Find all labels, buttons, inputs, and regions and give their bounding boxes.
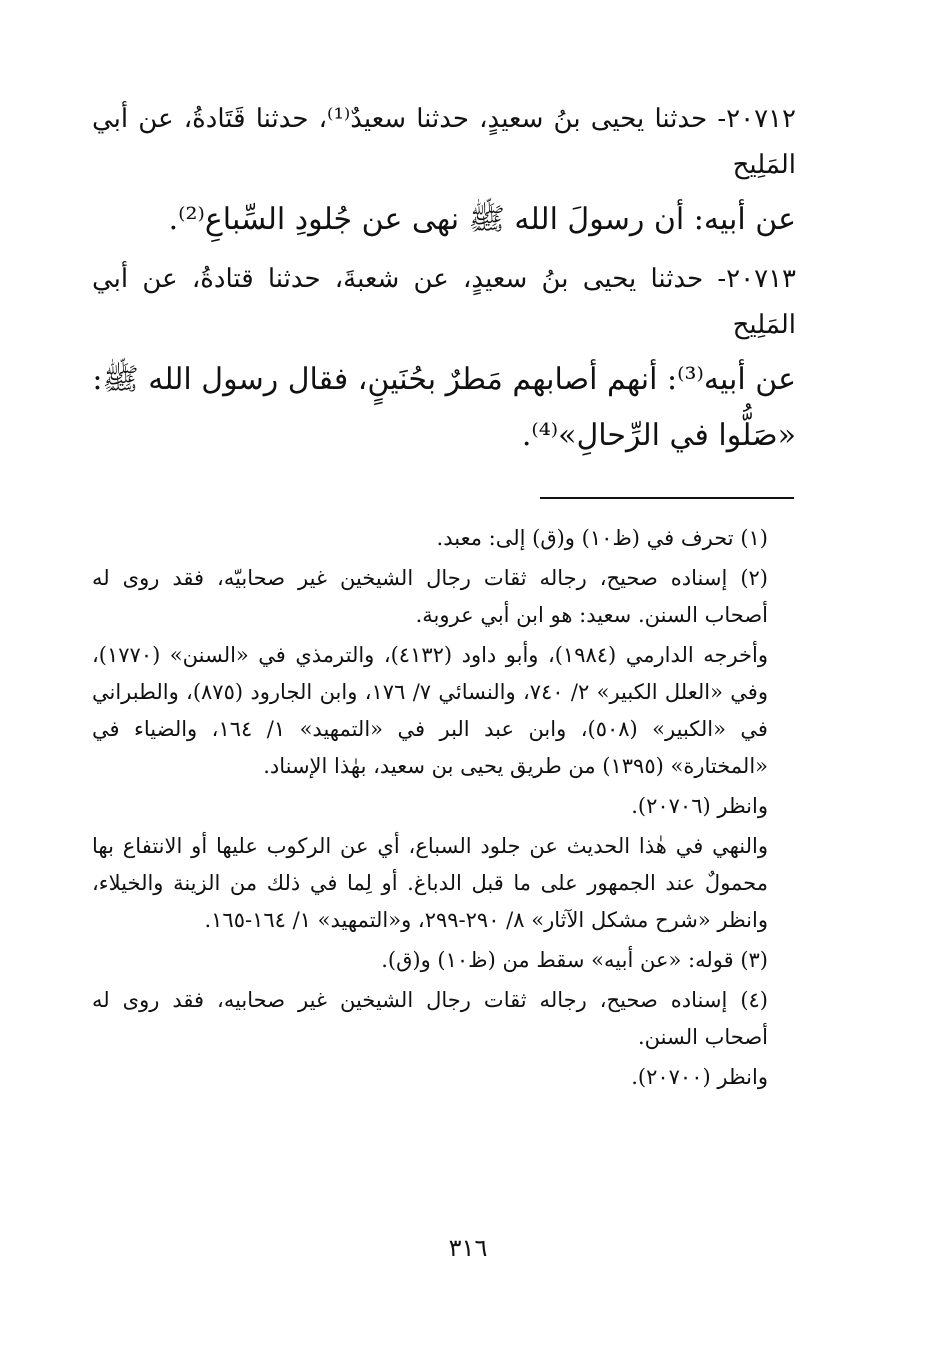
footnote-3: (٣) قوله: «عن أبيه» سقط من (ظ١٠) و(ق).: [381, 948, 768, 972]
footnote-2-see-also: وانظر (٢٠٧٠٦).: [631, 794, 768, 818]
footnotes: [92, 520, 796, 1099]
page-number: ٣١٦: [448, 1234, 488, 1262]
footnote-4: (٤) إسناده صحيح، رجاله ثقات رجال الشيخين غير صحابيه، فقد روى له أصحاب السنن.: [92, 988, 768, 1049]
footnote-2: (٢) إسناده صحيح، رجاله ثقات رجال الشيخين غير صحابيّه، فقد روى له أصحاب السنن. سعيد: هو ابن أبي عروبة.: [92, 566, 768, 627]
footnote-divider: [540, 497, 794, 499]
main-text: [92, 96, 796, 472]
footnote-4-see-also: وانظر (٢٠٧٠٠).: [631, 1065, 768, 1089]
footnote-2-commentary: والنهي في هٰذا الحديث عن جلود السباع، أي عن الركوب عليها أو الانتفاع بها محمولٌ عند الجمهور على ما قبل الدباغ. أو لِما في ذلك من الزينة والخيلاء، وانظر «شرح مشكل الآثار» ٨/ ٢٩٠-٢٩٩، و«التمهيد» ١/ ١٦٤-١٦٥.: [92, 834, 768, 932]
hadith-20712: [92, 96, 796, 248]
hadith-20713: [92, 256, 796, 464]
hadith-chain: ٢٠٧١٢- حدثنا يحيى بنُ سعيدٍ، حدثنا سعيدٌ⁽¹⁾، حدثنا قَتَادةُ، عن أبي المَلِيح: [92, 104, 796, 180]
footnote-1: (١) تحرف في (ظ١٠) و(ق) إلى: معبد.: [436, 526, 768, 550]
hadith-matn: عن أبيه⁽³⁾: أنهم أصابهم مَطرٌ بحُنَينٍ، فقال رسول الله ﷺ: «صَلُّوا في الرِّحالِ»⁽⁴⁾.: [92, 362, 796, 453]
footnote-2-sources: وأخرجه الدارمي (١٩٨٤)، وأبو داود (٤١٣٢)، والترمذي في «السنن» (١٧٧٠)، وفي «العلل الكبير» ٢/ ٧٤٠، والنسائي ٧/ ١٧٦، وابن الجارود (٨٧٥)، والطبراني في «الكبير» (٥٠٨)، وابن عبد البر في «التمهيد» ١/ ١٦٤، والضياء في «المختارة» (١٣٩٥) من طريق يحيى بن سعيد، بهٰذا الإسناد.: [92, 643, 768, 778]
hadith-chain: ٢٠٧١٣- حدثنا يحيى بنُ سعيدٍ، عن شعبةَ، حدثنا قتادةُ، عن أبي المَلِيح: [92, 264, 796, 340]
hadith-matn: عن أبيه: أن رسولَ الله ﷺ نهى عن جُلودِ السِّباعِ⁽²⁾.: [168, 202, 796, 237]
